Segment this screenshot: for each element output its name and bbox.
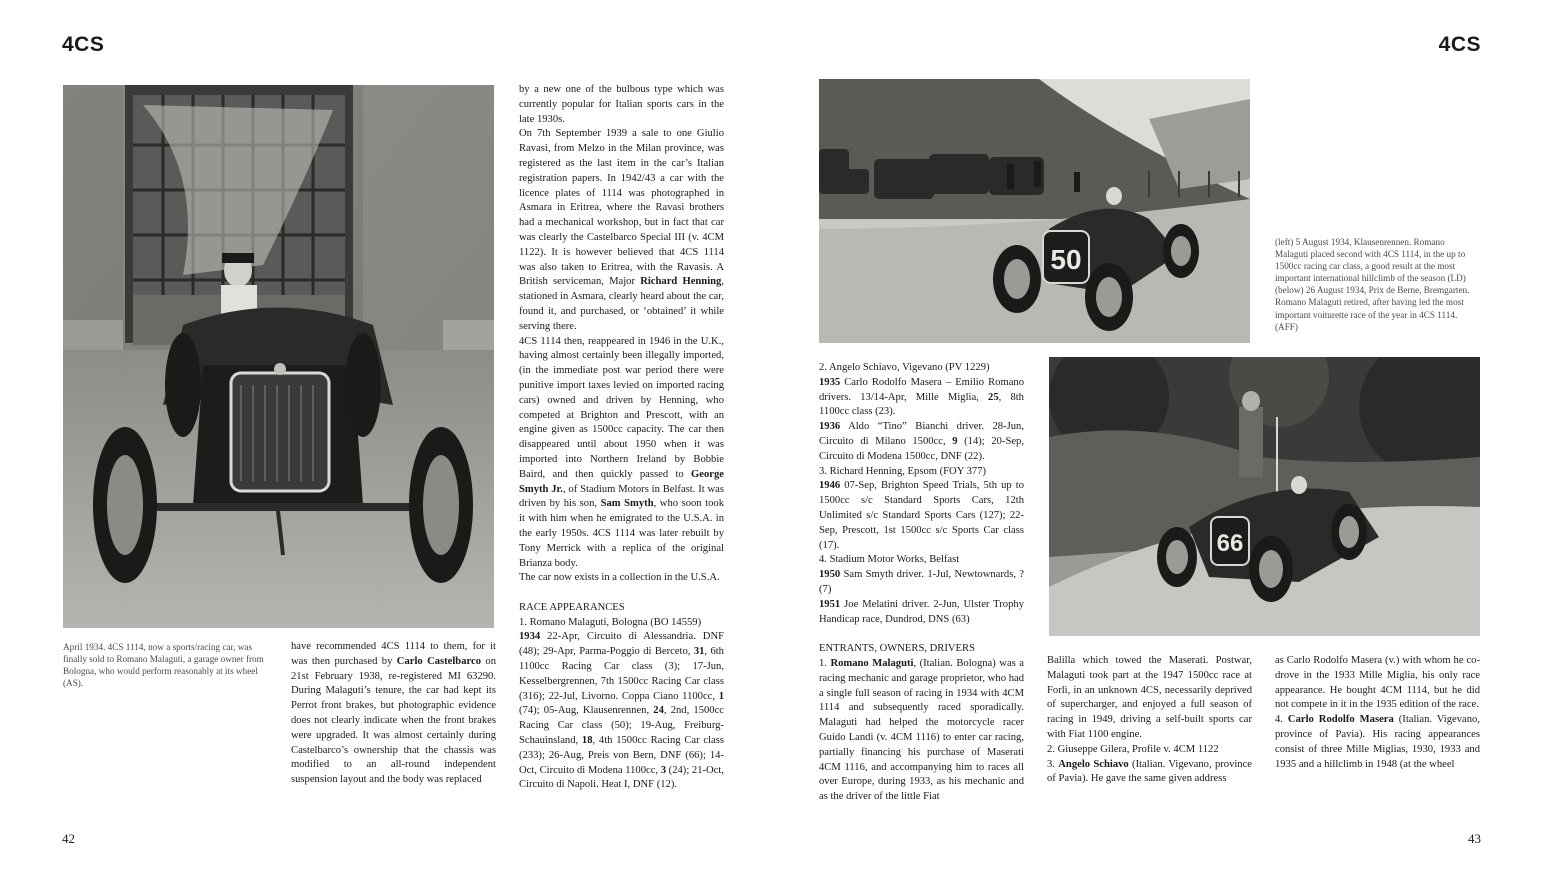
page-header: 4CS [1438,33,1481,56]
text-paragraph: 1946 07-Sep, Brighton Speed Trials, 5th up to 1500cc s/c Standard Sports Cars, 12th Unlimited s/c Standard Sports Cars (127); 22-Sep, Prescott, 1st 1500cc s/c Sports Car class (17). [819,480,1024,551]
text-paragraph: 1951 Joe Melatini driver. 2-Jun, Ulster Trophy Handicap race, Dundrod, DNS (63) [819,598,1024,625]
caption-text: April 1934. 4CS 1114, now a sports/racing car, was finally sold to Romano Malaguti, a garage owner from Bologna, who would perform reasonably at its wheel (AS). [63,642,264,689]
right-page [772,0,1544,882]
garage-car-photo [63,85,494,628]
text-paragraph: 3. Richard Henning, Epsom (FOY 377) [819,465,987,477]
text-column-3 [1275,654,1480,772]
text-paragraph: Balilla which towed the Maserati. Postwar, Malaguti took part at the 1947 1500cc race at Forlì, in an unknown 4CS, necessarily deprived of supercharger, and enjoyed a full season of racing in 1949, driving a self-built sports car with Fiat 1100 engine. [1047,655,1252,740]
section-heading: RACE APPEARANCES [519,601,625,613]
section-heading: ENTRANTS, OWNERS, DRIVERS [819,643,975,655]
text-paragraph: The car now exists in a collection in the U.S.A. [519,572,720,584]
race-number-50: 50 [1050,244,1082,275]
text-paragraph: 2. Giuseppe Gilera, Profile v. 4CM 1122 [1047,743,1219,755]
text-paragraph: by a new one of the bulbous type which was currently popular for Italian sports cars in the late 1930s. [519,84,724,125]
text-column-1 [291,640,496,788]
text-column-2 [1047,654,1252,787]
text-paragraph: On 7th September 1939 a sale to one Giulio Ravasi, from Melzo in the Milan province, was registered as the last item in the car’s Italian registration papers. In 1942/43 a car with the licence plates of 1114 was photographed in Asmara in Eritrea, where the Ravasi brothers had a mechanical workshop, but in fact that car was clearly the Castelbarco Special III (v. 4CM 1122). It is however believed that 4CS 1114 was also taken to Eritrea, with the Ravasis. A British serviceman, Major Richard Henning, stationed in Asmara, clearly heard about the car, found it, and purchased, or ‘obtained’ it while serving there. [519,128,724,332]
text-paragraph: as Carlo Rodolfo Masera (v.) with whom he co-drove in the 1933 Mille Miglia, his only race appearance. He bought 4CM 1114, but he did not compete in it in the 1935 edition of the race. [1275,655,1480,711]
text-paragraph: 3. Angelo Schiavo (Italian. Vigevano, province of Pavia). He gave the same given address [1047,758,1253,785]
text-paragraph: 2. Angelo Schiavo, Vigevano (PV 1229) [819,362,990,373]
race-number-66: 66 [1216,530,1244,557]
photo-caption [63,641,273,689]
text-paragraph: 1. Romano Malaguti, (Italian. Bologna) was a racing mechanic and garage proprietor, who had a single full season of racing in 1934 with 4CM 1114 and subsequently raced sporadically. Malaguti had helped the motorcycle racer Guido Landi (v. 4CM 1116) to enter car racing, partially financing his purchase of Maserati 4CM 1116, and accompanying him to races all over Europe, during 1933, as his mechanic and as the driver of the little Fiat [819,657,1024,803]
photo-caption [1275,236,1480,333]
text-paragraph: 1935 Carlo Rodolfo Masera – Emilio Romano drivers. 13/14-Apr, Mille Miglia, 25, 8th 1100cc class (23). [819,376,1024,418]
text-paragraph: 4. Carlo Rodolfo Masera (Italian. Vigevano, province of Pavia). His racing appearances consist of three Mille Miglias, 1930, 1933 and 1935 and a hillclimb in 1948 (at the wheel [1275,714,1480,770]
page-number: 43 [1468,831,1481,846]
page-header: 4CS [62,33,105,56]
text-paragraph: 1. Romano Malaguti, Bologna (BO 14559) [519,616,702,628]
caption-text: (left) 5 August 1934, Klausenrennen. Romano Malaguti placed second with 4CS 1114, in the up to 1500cc racing car class, a good result at the most important international hillclimb of the season (LD) (below) 26 August 1934, Prix de Berne, Bremgarten. Romano Malaguti retired, after having led the most important voiturette race of the year in 4CS 1114. (AFF) [1275,237,1470,332]
text-paragraph: 4. Stadium Motor Works, Belfast [819,554,960,566]
bremgarten-race-photo [1049,357,1480,636]
text-paragraph: 1950 Sam Smyth driver. 1-Jul, Newtownards, ? (7) [819,569,1024,595]
text-column-1 [819,361,1024,805]
text-column-2 [519,83,724,793]
text-paragraph: 1936 Aldo “Tino” Bianchi driver. 28-Jun, Circuito di Milano 1500cc, 9 (14); 20-Sep, Circuito di Modena 1500cc, DNF (22). [819,421,1024,462]
page-number: 42 [62,831,75,846]
text-paragraph: have recommended 4CS 1114 to them, for it was then purchased by Carlo Castelbarco on 21st February 1938, re-registered MI 63290. During Malaguti’s tenure, the car had kept its Perrot front brakes, but photographic evidence does not clearly indicate when the front brakes were upgraded. It was almost certainly during Castelbarco’s ownership that the chassis was modified to an all-round independent suspension layout and the body was replaced [291,641,496,786]
text-paragraph: 1934 22-Apr, Circuito di Alessandria. DNF (48); 29-Apr, Parma-Poggio di Berceto, 31, 6th 1100cc Racing Car class (3); 17-Jun, Kesselbergrennen, 7th 1500cc Racing Car class (316); 22-Jul, Livorno. Coppa Ciano 1100cc, 1 (74); 05-Aug, Klausenrennen, 24, 2nd, 1500cc Racing Car class (50); 19-Aug, Freiburg-Schauinsland, 18, 4th 1500cc Racing Car class (233); 26-Aug, Preis von Bern, DNF (66); 14-Oct, Circuito di Modena 1100cc, 3 (24); 21-Oct, Circuito di Napoli. Heat I, DNF (12). [519,631,724,791]
text-paragraph: 4CS 1114 then, reappeared in 1946 in the U.K., having almost certainly been illegally imported, (in the immediate post war period there were punitive import taxes levied on imported racing cars) owned and driven by Henning, who competed at Brighton and Prescott, with an engine given as 1500cc capacity. The car then disappeared until about 1950 when it was imported into Northern Ireland by Bobbie Baird, and then quickly passed to George Smyth Jr., of Stadium Motors in Belfast. It was driven by his son, Sam Smyth, who soon took it with him when he emigrated to the U.S.A. in the early 1950s. 4CS 1114 was later rebuilt by Tony Merrick with a replica of the original Brianza body. [519,335,724,569]
klausen-hillclimb-photo [819,79,1250,343]
